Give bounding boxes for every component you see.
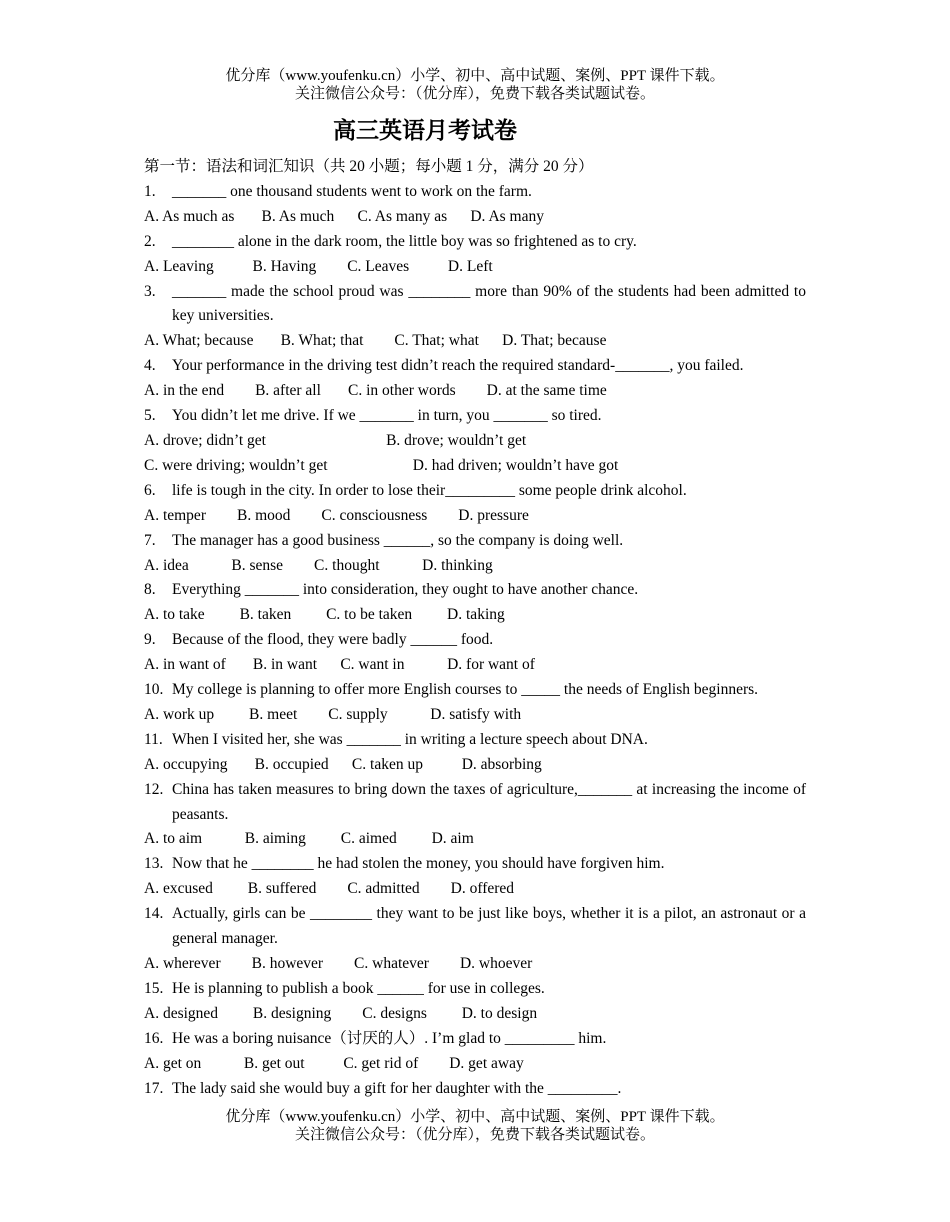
- answer-options: A. idea B. sense C. thought D. thinking: [144, 556, 493, 574]
- question-text: The manager has a good business ______, so the company is doing well.: [172, 531, 624, 549]
- question-text: Your performance in the driving test didn’t reach the required standard-_______, you failed.: [172, 357, 744, 375]
- question-7: [144, 529, 806, 554]
- answer-options: A. in want of B. in want C. want in D. for want of: [144, 656, 535, 674]
- question-number: 4.: [144, 357, 156, 375]
- question-text: You didn’t let me drive. If we _______ in turn, you _______ so tired.: [172, 407, 602, 425]
- question-number: 8.: [144, 581, 156, 599]
- question-number: 11.: [144, 730, 163, 748]
- question-15: [144, 977, 806, 1002]
- question-text: _______ one thousand students went to work on the farm.: [172, 182, 532, 200]
- question-number: 13.: [144, 855, 164, 873]
- answer-options: A. in the end B. after all C. in other words D. at the same time: [144, 382, 607, 400]
- question-9: [144, 628, 806, 653]
- question-text: Everything _______ into consideration, they ought to have another chance.: [172, 581, 639, 599]
- question-number: 6.: [144, 481, 156, 499]
- question-number: 15.: [144, 979, 164, 997]
- question-number: 9.: [144, 631, 156, 649]
- question-11: [144, 728, 806, 753]
- question-1: [144, 180, 806, 205]
- answer-options: A. As much as B. As much C. As many as D. As many: [144, 207, 544, 225]
- question-text: _______ made the school proud was ________ more than 90% of the students had been admitted to key universities.: [172, 282, 806, 325]
- answer-options: A. designed B. designing C. designs D. to design: [144, 1004, 538, 1022]
- question-4: [144, 354, 806, 379]
- section-heading: 第一节：语法和词汇知识（共 20 小题；每小题 1 分，满分 20 分）: [144, 158, 594, 175]
- question-number: 7.: [144, 531, 156, 549]
- question-5: [144, 404, 806, 429]
- answer-options: A. Leaving B. Having C. Leaves D. Left: [144, 257, 493, 275]
- answer-options: C. were driving; wouldn’t get D. had driven; wouldn’t have got: [144, 456, 619, 474]
- question-text: Because of the flood, they were badly ______ food.: [172, 631, 494, 649]
- question-number: 12.: [144, 780, 164, 798]
- question-16: [144, 1027, 806, 1052]
- question-number: 1.: [144, 182, 156, 200]
- question-10: [144, 678, 806, 703]
- question-2: [144, 230, 806, 255]
- question-number: 2.: [144, 232, 156, 250]
- question-number: 14.: [144, 905, 164, 923]
- question-number: 5.: [144, 407, 156, 425]
- question-text: My college is planning to offer more English courses to _____ the needs of English beginners.: [172, 681, 759, 699]
- answer-options: A. occupying B. occupied C. taken up D. absorbing: [144, 755, 542, 773]
- question-12: [144, 778, 806, 828]
- question-text: Now that he ________ he had stolen the money, you should have forgiven him.: [172, 855, 665, 873]
- question-text: life is tough in the city. In order to lose their_________ some people drink alcohol.: [172, 481, 687, 499]
- question-8: [144, 578, 806, 603]
- answer-options: A. to aim B. aiming C. aimed D. aim: [144, 830, 474, 848]
- answer-options: A. excused B. suffered C. admitted D. offered: [144, 880, 515, 898]
- exam-title: 高三英语月考试卷: [333, 118, 517, 144]
- answer-options: A. temper B. mood C. consciousness D. pressure: [144, 506, 529, 524]
- footer-line-1: 优分库（www.youfenku.cn）小学、初中、高中试题、案例、PPT 课件下载。: [225, 1109, 725, 1125]
- answer-options: A. work up B. meet C. supply D. satisfy with: [144, 705, 522, 723]
- footer-line-2: 关注微信公众号：（优分库），免费下载各类试题试卷。: [294, 1127, 655, 1143]
- answer-options: A. get on B. get out C. get rid of D. get away: [144, 1054, 524, 1072]
- page-header: [0, 67, 950, 103]
- question-3: [144, 280, 806, 330]
- question-number: 16.: [144, 1029, 164, 1047]
- question-text: The lady said she would buy a gift for her daughter with the _________.: [172, 1079, 622, 1097]
- question-13: [144, 852, 806, 877]
- answer-options: A. wherever B. however C. whatever D. whoever: [144, 955, 533, 972]
- page-footer: [0, 1108, 950, 1144]
- question-number: 3.: [144, 282, 156, 300]
- answer-options: A. to take B. taken C. to be taken D. taking: [144, 606, 505, 624]
- question-text: Actually, girls can be ________ they want to be just like boys, whether it is a pilot, an astronaut or a general manager.: [172, 905, 806, 948]
- question-6: [144, 479, 806, 504]
- question-list: [144, 155, 806, 1101]
- answer-options: A. What; because B. What; that C. That; what D. That; because: [144, 332, 607, 350]
- question-text: ________ alone in the dark room, the little boy was so frightened as to cry.: [172, 232, 637, 250]
- question-number: 10.: [144, 681, 164, 699]
- question-text: China has taken measures to bring down the taxes of agriculture,_______ at increasing the income of peasants.: [172, 780, 806, 823]
- question-text: He was a boring nuisance（讨厌的人）. I’m glad to _________ him.: [172, 1029, 607, 1047]
- header-line-1: 优分库（www.youfenku.cn）小学、初中、高中试题、案例、PPT 课件下载。: [225, 68, 725, 84]
- question-text: When I visited her, she was _______ in writing a lecture speech about DNA.: [172, 730, 648, 748]
- question-text: He is planning to publish a book ______ for use in colleges.: [172, 979, 545, 997]
- header-line-2: 关注微信公众号：（优分库），免费下载各类试题试卷。: [294, 86, 655, 102]
- answer-options: A. drove; didn’t get B. drove; wouldn’t get: [144, 431, 527, 449]
- question-14: [144, 902, 806, 952]
- question-number: 17.: [144, 1079, 164, 1097]
- question-17: [144, 1077, 806, 1102]
